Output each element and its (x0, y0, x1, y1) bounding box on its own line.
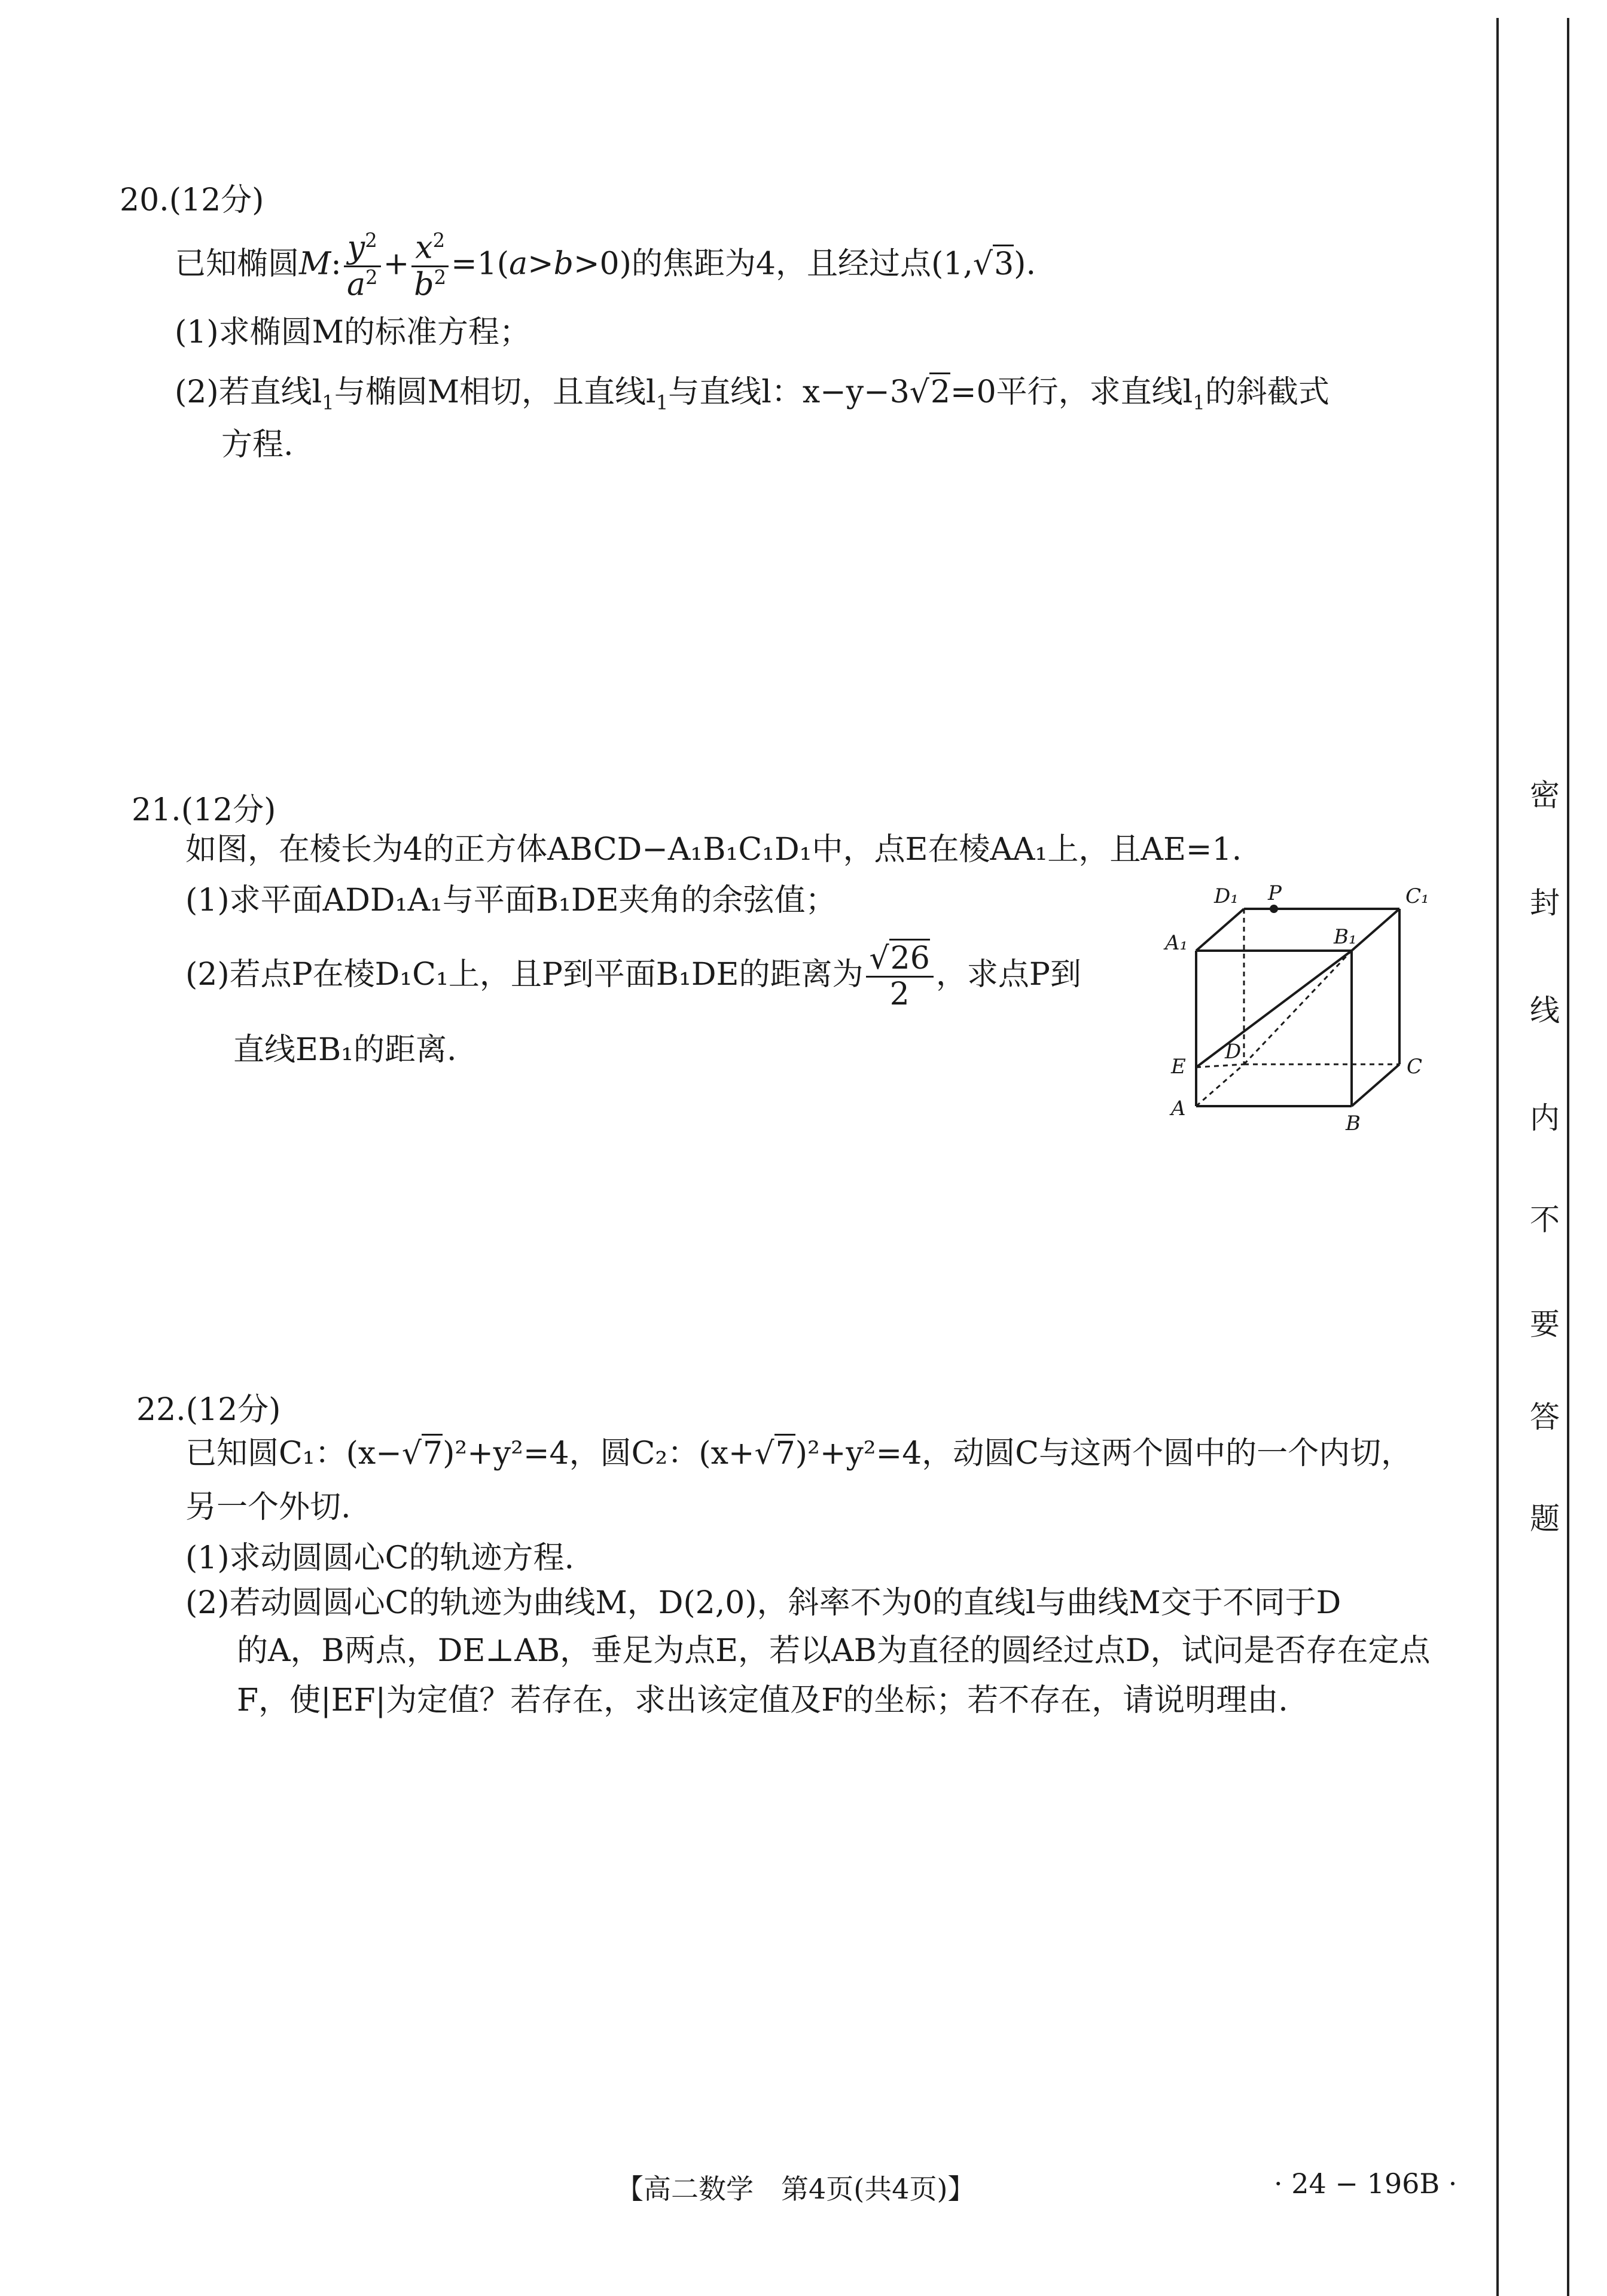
seal-line-right (1567, 18, 1569, 2296)
q21-part2-b: ，求点P到 (935, 957, 1081, 993)
q20-part2: (2)若直线$l_1$与椭圆M相切，且直线$l_1$与直线l：x−y−3√2=0平行，求直线$l_1$的斜截式 (175, 377, 1329, 413)
q20-sqrt3: 3 (993, 245, 1014, 282)
seal-char-3: 内 (1530, 1101, 1560, 1135)
q21-part1: (1)求平面ADD₁A₁与平面B₁DE夹角的余弦值； (185, 883, 837, 918)
label-d: D (1225, 1040, 1242, 1064)
q22-sqrt7-2: 7 (774, 1434, 795, 1471)
q22-part2-line3: F，使|EF|为定值？若存在，求出该定值及F的坐标；若不存在，请说明理由. (237, 1683, 1288, 1718)
q22-stem-line2: 另一个外切. (185, 1489, 351, 1525)
q20-frac-x: $\frac{x^2}{b^2}$ (411, 230, 449, 302)
q22-line1-a: 已知圆C₁：(x− (185, 1436, 402, 1471)
q20-part2-c: 与直线l：x−y−3 (668, 374, 910, 410)
seal-line-left (1496, 18, 1499, 2296)
label-p: P (1268, 881, 1282, 905)
q20-stem-prefix: 已知椭圆 (175, 246, 300, 282)
seal-char-6: 答 (1530, 1400, 1560, 1434)
q20-stem-end: ). (1014, 246, 1036, 282)
q21-number: 21. (132, 792, 181, 828)
q21-points: (12分) (181, 792, 276, 828)
q20-part2-continued: 方程. (221, 427, 294, 463)
q21-stem: 如图，在棱长为4的正方体ABCD−A₁B₁C₁D₁中，点E在棱AA₁上，且AE=1. (185, 832, 1242, 868)
label-c1: C₁ (1405, 884, 1429, 908)
seal-char-4: 不 (1530, 1202, 1560, 1237)
q20-part2-a: (2)若直线l (175, 374, 322, 410)
seal-char-0: 密 (1530, 778, 1560, 813)
q22-line1-b: )²+y²=4，圆C₂：(x+ (443, 1436, 755, 1471)
q20-frac-y: $\frac{y^2}{a^2}$ (344, 230, 381, 302)
q22-sqrt7-1: 7 (422, 1434, 443, 1471)
label-b: B (1346, 1112, 1361, 1135)
label-d1: D₁ (1214, 884, 1239, 908)
q22-line1-c: )²+y²=4，动圆C与这两个圆中的一个内切， (795, 1436, 1413, 1471)
q22-part1: (1)求动圆圆心C的轨迹方程. (185, 1540, 574, 1576)
segment-e-d (1196, 1064, 1244, 1067)
label-b1: B₁ (1334, 925, 1357, 949)
label-c: C (1407, 1055, 1423, 1079)
q22-number: 22. (136, 1392, 186, 1428)
seal-char-7: 题 (1530, 1501, 1560, 1536)
footer-page-info: 【高二数学 第4页(共4页)】 (616, 2173, 975, 2205)
point-p (1270, 905, 1278, 913)
label-a1: A₁ (1165, 931, 1188, 955)
seal-char-5: 要 (1530, 1307, 1560, 1342)
q22-heading (136, 1384, 280, 1429)
q20-stem: 已知椭圆M: $\frac{y^2}{a^2}$ + $\frac{x^2}{b^2}$ =1(a>b>0)的焦距为4，且经过点(1,√3). (175, 229, 1036, 303)
q20-part1: (1)求椭圆M的标准方程； (175, 315, 530, 350)
q22-part2-line2: 的A，B两点，DE⊥AB，垂足为点E，若以AB为直径的圆经过点D，试问是否存在定点 (237, 1633, 1431, 1669)
q22-part2-line1: (2)若动圆圆心C的轨迹为曲线M，D(2,0)，斜率不为0的直线l与曲线M交于不同于D (185, 1585, 1341, 1621)
footer-code: · 24 − 196B · (1274, 2167, 1457, 2200)
q21-part2-continued: 直线EB₁的距离. (233, 1032, 457, 1068)
q21-frac: $\frac{√26}{2}$ (866, 942, 934, 1012)
q21-part2 (185, 942, 1081, 1012)
q20-heading (120, 175, 264, 219)
edge-a1-d1 (1196, 909, 1244, 951)
seal-char-1: 封 (1530, 886, 1560, 920)
segment-d-b1 (1244, 951, 1352, 1064)
q20-stem-m: M (299, 246, 331, 282)
cube-figure (1154, 879, 1465, 1136)
seal-char-2: 线 (1530, 993, 1560, 1028)
q21-part2-a: (2)若点P在棱D₁C₁上，且P到平面B₁DE的距离为 (185, 957, 864, 993)
edge-a-d (1196, 1064, 1244, 1106)
q21-heading (132, 784, 276, 829)
q20-part2-b: 与椭圆M相切，且直线l (334, 374, 656, 410)
q20-part2-sqrt2: 2 (929, 373, 950, 410)
q20-part2-f: 的斜截式 (1205, 374, 1329, 410)
edge-b-c (1352, 1064, 1399, 1106)
segment-e-b1 (1196, 951, 1352, 1067)
q22-stem-line1: 已知圆C₁：(x−√7)²+y²=4，圆C₂：(x+√7)²+y²=4，动圆C与这两个圆中的一个内切， (185, 1438, 1412, 1469)
label-e: E (1171, 1055, 1186, 1079)
q20-part2-e: =0平行，求直线l (950, 374, 1193, 410)
label-a: A (1171, 1097, 1186, 1120)
q20-stem-suffix: 的焦距为4，且经过点(1, (631, 246, 973, 282)
q20-number: 20. (120, 182, 169, 218)
q21-frac-num: 26 (889, 939, 930, 976)
q21-frac-den: 2 (889, 976, 910, 1013)
q22-points: (12分) (185, 1392, 281, 1428)
edge-b1-c1 (1352, 909, 1399, 951)
q20-points: (12分) (169, 182, 264, 218)
